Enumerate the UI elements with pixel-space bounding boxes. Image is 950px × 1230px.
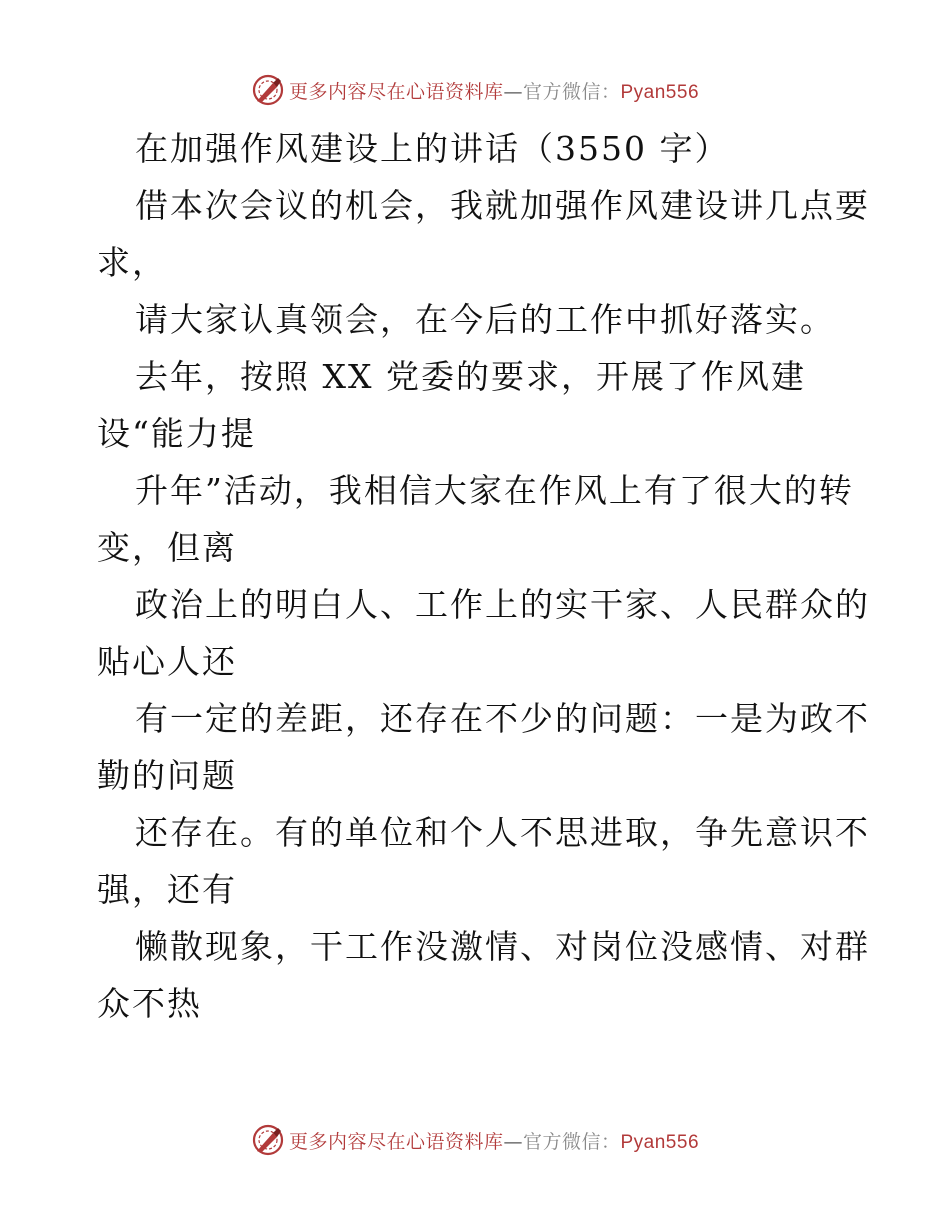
- pen-nib-logo-icon: [251, 1123, 285, 1157]
- footer-watermark: [0, 1120, 950, 1160]
- paragraph-line: 在加强作风建设上的讲话（3550 字）: [135, 129, 730, 168]
- watermark-dash: —: [503, 80, 523, 103]
- paragraph: [97, 690, 870, 804]
- document-body: [97, 120, 870, 1032]
- paragraph-continuation: 强，还有: [97, 870, 237, 909]
- paragraph: [97, 918, 870, 1032]
- document-title: [97, 120, 857, 177]
- watermark-text: [289, 77, 699, 104]
- pen-nib-logo-icon: [251, 73, 285, 107]
- paragraph: [97, 291, 857, 348]
- paragraph: [97, 804, 870, 918]
- watermark-text: [289, 1127, 699, 1154]
- watermark-dash: —: [503, 1130, 523, 1153]
- paragraph: [97, 462, 857, 576]
- paragraph-line: 升年”活动，我相信大家在作风上有了很大的转: [135, 471, 854, 510]
- paragraph-continuation: 众不热: [97, 984, 202, 1023]
- paragraph-continuation: 勤的问题: [97, 756, 237, 795]
- watermark-main-text: 更多内容尽在心语资料库: [288, 1130, 504, 1153]
- paragraph-line: 懒散现象，干工作没激情、对岗位没感情、对群: [135, 927, 870, 966]
- watermark-wechat-label: 官方微信：: [522, 1130, 621, 1153]
- watermark-wechat-id: Pyan556: [620, 81, 700, 103]
- paragraph-continuation: 求，: [97, 243, 167, 282]
- header-watermark: [0, 70, 950, 110]
- paragraph: [97, 348, 857, 462]
- paragraph-line: 借本次会议的机会，我就加强作风建设讲几点要: [135, 186, 870, 225]
- watermark-main-text: 更多内容尽在心语资料库: [288, 80, 504, 103]
- paragraph-line: 有一定的差距，还存在不少的问题：一是为政不: [135, 699, 870, 738]
- paragraph-line: 政治上的明白人、工作上的实干家、人民群众的: [135, 585, 870, 624]
- paragraph-line: 还存在。有的单位和个人不思进取，争先意识不: [135, 813, 870, 852]
- paragraph-line: 去年，按照 XX 党委的要求，开展了作风建: [135, 357, 806, 396]
- paragraph: [97, 576, 870, 690]
- paragraph-line: 请大家认真领会，在今后的工作中抓好落实。: [135, 300, 835, 339]
- watermark-wechat-id: Pyan556: [620, 1131, 700, 1153]
- watermark-wechat-label: 官方微信：: [522, 80, 621, 103]
- paragraph-continuation: 贴心人还: [97, 642, 237, 681]
- paragraph-continuation: 变，但离: [97, 528, 237, 567]
- paragraph: [97, 177, 870, 291]
- paragraph-continuation: 设“能力提: [97, 414, 256, 453]
